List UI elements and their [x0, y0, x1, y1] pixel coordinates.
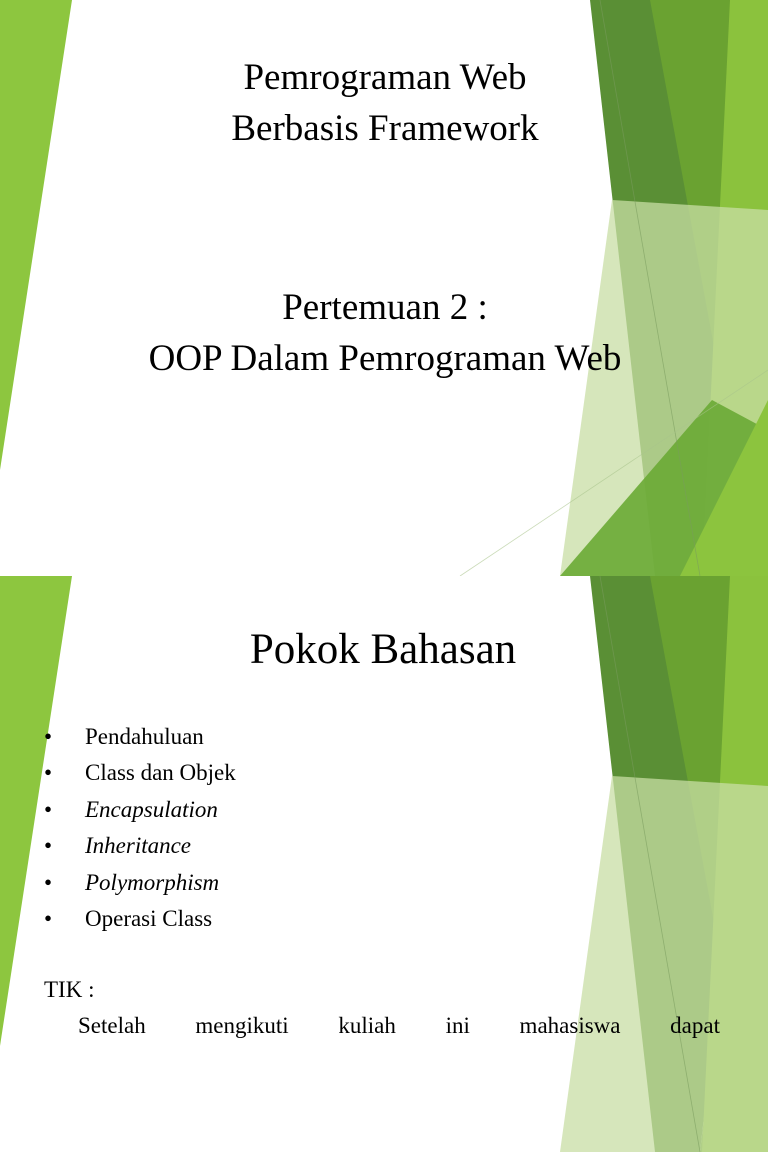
list-item	[44, 865, 236, 901]
title-line-1: Pemrograman Web	[243, 57, 527, 98]
topic-label: Class dan Objek	[85, 760, 236, 786]
slide-topics	[0, 576, 768, 1152]
topic-label: Encapsulation	[85, 796, 218, 822]
slide-title-text	[100, 52, 670, 154]
pale-green-facet	[560, 776, 768, 1152]
bullet-icon: •	[44, 724, 53, 749]
slide-subtitle-text	[100, 282, 670, 384]
bullet-icon: •	[44, 905, 53, 931]
list-item	[44, 755, 236, 791]
list-item	[44, 901, 236, 937]
topic-label: Inheritance	[85, 833, 192, 859]
list-item	[44, 719, 236, 755]
subtitle-line-2: OOP Dalam Pemrograman Web	[148, 338, 622, 379]
slide-heading: Pokok Bahasan	[249, 626, 517, 673]
topic-label: Polymorphism	[85, 869, 220, 895]
bullet-icon: •	[44, 833, 53, 859]
title-line-2: Berbasis Framework	[231, 108, 539, 149]
tik-description: Setelah mengikuti kuliah ini mahasiswa dapat	[78, 1013, 720, 1038]
list-item	[44, 828, 236, 864]
bullet-icon: •	[44, 869, 53, 895]
subtitle-line-1: Pertemuan 2 :	[282, 287, 488, 328]
topic-label: Pendahuluan	[85, 724, 204, 749]
topic-list	[44, 719, 236, 937]
bullet-icon: •	[44, 796, 53, 822]
tik-label: TIK :	[44, 977, 95, 1002]
topic-label: Operasi Class	[85, 905, 213, 931]
bullet-icon: •	[44, 760, 53, 786]
left-green-sliver	[0, 0, 72, 470]
list-item	[44, 792, 236, 828]
